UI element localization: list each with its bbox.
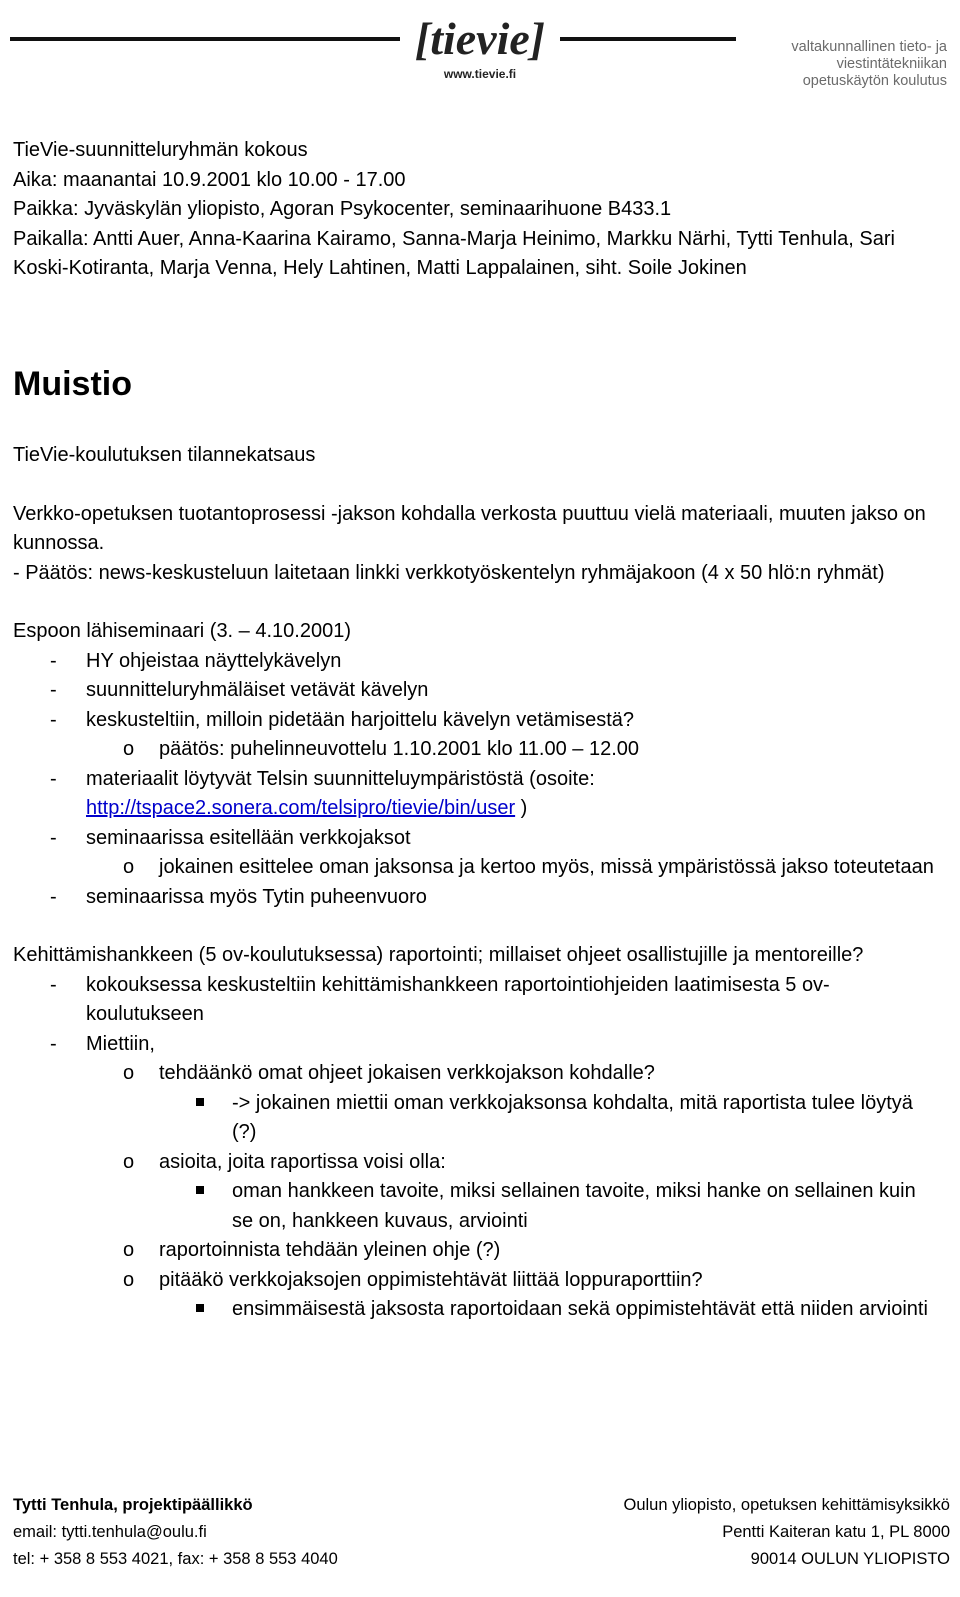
footer-phone: tel: + 358 8 553 4021, fax: + 358 8 553 4040: [13, 1550, 338, 1568]
dash-marker: -: [50, 1032, 57, 1055]
meeting-attendees: Paikalla: Antti Auer, Anna-Kaarina Kairamo, Sanna-Marja Heinimo, Markku Närhi, Tytti Tenhula, Sari Koski-Kotiranta, Marja Venna, Hely Lahtinen, Matti Lappalainen, siht. Soile Jokinen: [13, 227, 895, 279]
dash-marker: -: [50, 649, 57, 672]
section-heading: Kehittämishankkeen (5 ov-koulutuksessa) raportointi; millaiset ohjeet osallistujille ja mentoreille?: [13, 944, 864, 966]
list-subitem: o pitääkö verkkojaksojen oppimistehtävät liittää loppuraporttiin?: [13, 1266, 938, 1296]
circle-marker: o: [123, 856, 135, 878]
header-rule-right: [560, 37, 736, 41]
list-item: - suunnitteluryhmäläiset vetävät kävelyn: [13, 676, 938, 706]
list-subitem: o asioita, joita raportissa voisi olla:: [13, 1148, 938, 1178]
footer-name: Tytti Tenhula, projektipäällikkö: [13, 1496, 253, 1514]
circle-marker: o: [123, 1268, 135, 1291]
meeting-info: [13, 136, 933, 284]
list-item: - materiaalit löytyvät Telsin suunnitteluympäristöstä (osoite: http://tspace2.sonera.com/telsipro/tievie/bin/user ): [13, 765, 938, 824]
footer-street: Pentti Kaiteran katu 1, PL 8000: [722, 1523, 950, 1541]
square-bullet-icon: [196, 1177, 204, 1207]
list-item: - HY ohjeistaa näyttelykävelyn: [13, 647, 938, 677]
footer-contact: [13, 1492, 338, 1573]
meeting-place: Paikka: Jyväskylän yliopisto, Agoran Psykocenter, seminaarihuone B433.1: [13, 198, 672, 220]
section-heading: TieVie-koulutuksen tilannekatsaus: [13, 444, 316, 466]
list-item: - kokouksessa keskusteltiin kehittämishankkeen raportointiohjeiden laatimisesta 5 ov-koulutukseen: [13, 971, 938, 1030]
dash-marker: -: [50, 708, 57, 731]
list-subitem: o raportoinnista tehdään yleinen ohje (?): [13, 1236, 938, 1266]
tievie-logo: [400, 4, 560, 86]
tagline-line-1: valtakunnallinen tieto- ja: [791, 39, 947, 55]
list-subsubitem: ensimmäisestä jaksosta raportoidaan sekä oppimistehtävät että niiden arviointi: [13, 1295, 938, 1325]
page-title: Muistio: [13, 365, 132, 403]
dash-marker: -: [50, 973, 57, 996]
circle-marker: o: [123, 1062, 135, 1084]
list-item: - seminaarissa esitellään verkkojaksot: [13, 824, 938, 854]
header-tagline: [720, 39, 947, 90]
footer-city: 90014 OULUN YLIOPISTO: [750, 1550, 950, 1568]
footer-email[interactable]: email: tytti.tenhula@oulu.fi: [13, 1523, 207, 1541]
square-bullet-icon: [196, 1295, 204, 1325]
list-item: - keskusteltiin, milloin pidetään harjoittelu kävelyn vetämisestä?: [13, 706, 938, 736]
logo-url: www.tievie.fi: [443, 67, 517, 81]
paragraph: Verkko-opetuksen tuotantoprosessi -jakson kohdalla verkosta puuttuu vielä materiaali, muuten jakso on kunnossa.: [13, 502, 926, 554]
header-rule-left: [10, 37, 405, 41]
logo-text: [tievie]: [414, 13, 546, 64]
circle-marker: o: [123, 1239, 135, 1261]
circle-marker: o: [123, 738, 135, 760]
list-subitem: o jokainen esittelee oman jaksonsa ja kertoo myös, missä ympäristössä jakso toteutetaan: [13, 853, 938, 883]
dash-marker: -: [50, 679, 57, 701]
list-subitem: o päätös: puhelinneuvottelu 1.10.2001 klo 11.00 – 12.00: [13, 735, 938, 765]
dash-marker: -: [50, 885, 57, 908]
list-subsubitem: oman hankkeen tavoite, miksi sellainen tavoite, miksi hanke on sellainen kuin se on, hankkeen kuvaus, arviointi: [13, 1177, 938, 1236]
telsi-link[interactable]: http://tspace2.sonera.com/telsipro/tievie/bin/user: [86, 797, 516, 819]
dash-marker: -: [50, 826, 57, 849]
section-heading: Espoon lähiseminaari (3. – 4.10.2001): [13, 620, 351, 642]
square-bullet-icon: [196, 1089, 204, 1119]
footer-address: [624, 1492, 951, 1573]
circle-marker: o: [123, 1150, 135, 1173]
list-item: - Miettiin,: [13, 1030, 938, 1060]
dash-marker: -: [50, 767, 57, 790]
footer-org: Oulun yliopisto, opetuksen kehittämisyksikkö: [623, 1496, 950, 1514]
tagline-line-2: viestintätekniikan: [836, 56, 947, 72]
list-item: - seminaarissa myös Tytin puheenvuoro: [13, 883, 938, 913]
paragraph: - Päätös: news-keskusteluun laitetaan linkki verkkotyöskentelyn ryhmäjakoon (4 x 50 hlö:n ryhmät): [13, 561, 885, 584]
meeting-name: TieVie-suunnitteluryhmän kokous: [13, 139, 308, 161]
minutes-body: [13, 441, 938, 1325]
meeting-time: Aika: maanantai 10.9.2001 klo 10.00 - 17.00: [13, 168, 406, 191]
list-subitem: o tehdäänkö omat ohjeet jokaisen verkkojakson kohdalle?: [13, 1059, 938, 1089]
tagline-line-3: opetuskäytön koulutus: [802, 73, 947, 89]
list-subsubitem: -> jokainen miettii oman verkkojaksonsa kohdalta, mitä raportista tulee löytyä (?): [13, 1089, 938, 1148]
